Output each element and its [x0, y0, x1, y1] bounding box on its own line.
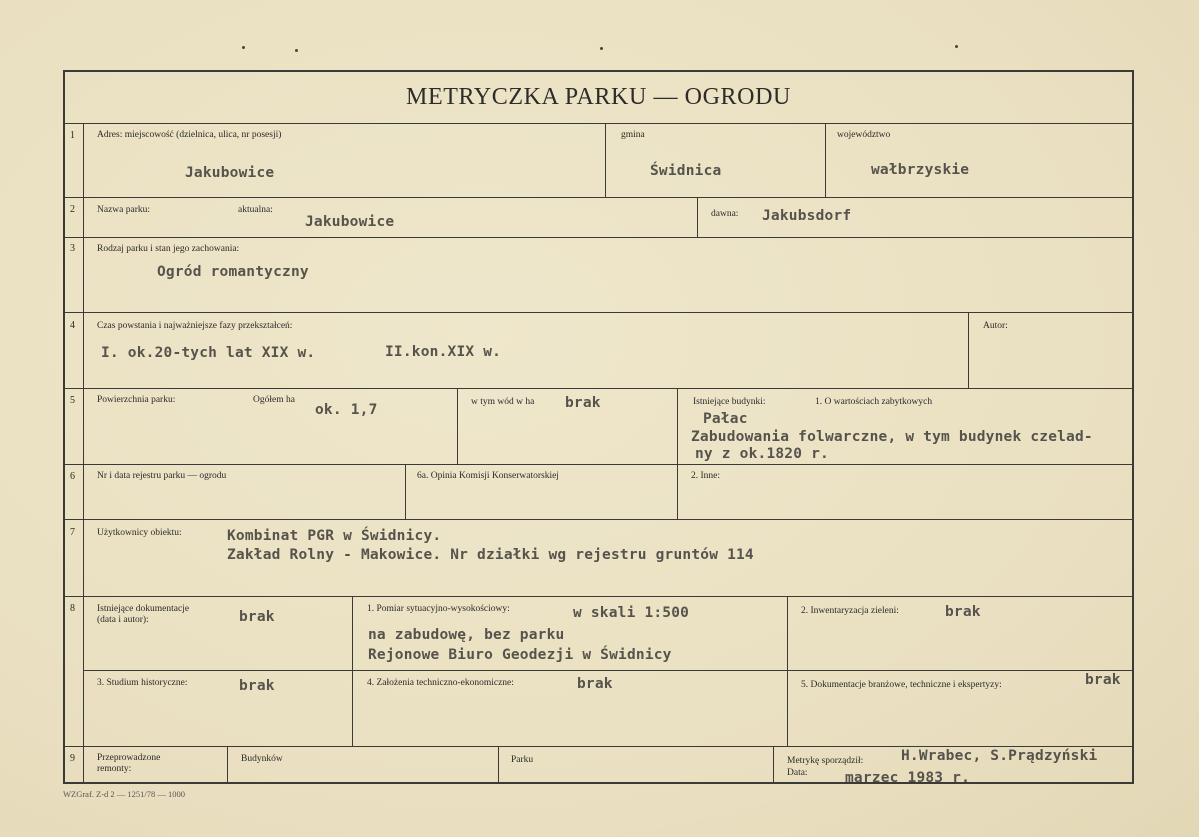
address-value: Jakubowice [185, 165, 275, 181]
cell-divider [457, 388, 458, 464]
row-number: 5 [70, 395, 75, 406]
park-record-form [63, 70, 1134, 784]
row-divider [65, 123, 1132, 124]
voivodeship-label: województwo [837, 130, 891, 140]
cell-divider [968, 312, 969, 388]
branch-docs-value: brak [1085, 672, 1121, 688]
prepared-by-value: H.Wrabec, S.Prądzyński [901, 748, 1098, 764]
cell-divider [697, 197, 698, 237]
other-buildings-label: 2. Inne: [691, 471, 721, 481]
buildings-label: Istniejące budynki: [693, 397, 766, 407]
row-number: 6 [70, 471, 75, 482]
tech-econ-value: brak [577, 676, 613, 692]
total-area-label: Ogółem ha [253, 395, 295, 405]
documentation-label: Istniejące dokumentacje [97, 604, 190, 614]
survey-line-3: Rejonowe Biuro Geodezji w Świdnicy [368, 647, 672, 663]
survey-line-2: na zabudowę, bez parku [368, 627, 565, 643]
cell-divider [227, 746, 228, 782]
cell-divider [605, 123, 606, 197]
row-divider [65, 237, 1132, 238]
building-item: ny z ok.1820 r. [695, 446, 829, 462]
survey-scale: w skali 1:500 [573, 605, 690, 621]
building-item: Pałac [703, 411, 748, 427]
users-label: Użytkownicy obiektu: [97, 528, 182, 538]
users-line-1: Kombinat PGR w Świdnicy. [227, 528, 442, 544]
origin-time-label: Czas powstania i najważniejsze fazy przekształceń: [97, 321, 293, 331]
repairs-label-sub: remonty: [97, 764, 132, 774]
park-type-value: Ogród romantyczny [157, 264, 309, 280]
row-divider [65, 464, 1132, 465]
row-number: 7 [70, 527, 75, 538]
row-divider [83, 670, 1132, 671]
building-item: Zabudowania folwarczne, w tym budynek czelad- [691, 429, 1093, 445]
former-name-label: dawna: [711, 209, 739, 219]
water-area-label: w tym wód w ha [471, 397, 535, 407]
cell-divider [352, 596, 353, 746]
row-number: 2 [70, 204, 75, 215]
cell-divider [773, 746, 774, 782]
printer-footer: WZGraf. Z-d 2 — 1251/78 — 1000 [63, 789, 186, 799]
speck [955, 45, 958, 48]
row-number: 9 [70, 753, 75, 764]
documentation-value: brak [239, 609, 275, 625]
historic-value-label: 1. O wartościach zabytkowych [815, 397, 933, 407]
row-divider [65, 197, 1132, 198]
cell-divider [405, 464, 406, 519]
row-divider [65, 596, 1132, 597]
row-divider [65, 746, 1132, 747]
row-divider [65, 388, 1132, 389]
repairs-label: Przeprowadzone [97, 753, 161, 763]
cell-divider [677, 388, 678, 519]
area-label: Powierzchnia parku: [97, 395, 176, 405]
address-label: Adres: miejscowość (dzielnica, ulica, nr posesji) [97, 130, 282, 140]
gmina-value: Świdnica [650, 163, 722, 179]
cell-divider [825, 123, 826, 197]
users-line-2: Zakład Rolny - Makowice. Nr działki wg rejestru gruntów 114 [227, 547, 754, 563]
cell-divider [498, 746, 499, 782]
survey-label: 1. Pomiar sytuacyjno-wysokościowy: [367, 604, 510, 614]
row-divider [65, 519, 1132, 520]
greenery-inventory-value: brak [945, 604, 981, 620]
park-type-label: Rodzaj parku i stan jego zachowania: [97, 244, 240, 254]
author-label: Autor: [983, 321, 1008, 331]
documentation-label-sub: (data i autor): [97, 615, 149, 625]
water-area-value: brak [565, 395, 601, 411]
speck [295, 49, 298, 52]
cell-divider [787, 596, 788, 746]
number-column-divider [83, 123, 84, 782]
prepared-by-label: Metrykę sporządził: [787, 756, 864, 766]
row-number: 3 [70, 243, 75, 254]
register-label: Nr i data rejestru parku — ogrodu [97, 471, 227, 481]
origin-phase-2: II.kon.XIX w. [385, 344, 502, 360]
repairs-buildings-label: Budynków [241, 754, 283, 764]
speck [600, 47, 603, 50]
former-name-value: Jakubsdorf [762, 208, 852, 224]
date-label: Data: [787, 768, 808, 778]
current-name-label: aktualna: [238, 205, 273, 215]
gmina-label: gmina [621, 130, 645, 140]
historical-study-label: 3. Studium historyczne: [97, 678, 188, 688]
date-value: marzec 1983 r. [845, 770, 971, 786]
historical-study-value: brak [239, 678, 275, 694]
speck [242, 46, 245, 49]
row-number: 1 [70, 130, 75, 141]
row-divider [65, 312, 1132, 313]
current-name-value: Jakubowice [305, 214, 395, 230]
form-title: METRYCZKA PARKU — OGRODU [406, 84, 791, 110]
repairs-park-label: Parku [511, 755, 534, 765]
tech-econ-label: 4. Założenia techniczno-ekonomiczne: [367, 678, 514, 688]
total-area-value: ok. 1,7 [315, 402, 378, 418]
park-name-label: Nazwa parku: [97, 205, 151, 215]
greenery-inventory-label: 2. Inwentaryzacja zieleni: [801, 606, 899, 616]
row-number: 8 [70, 603, 75, 614]
row-number: 4 [70, 320, 75, 331]
branch-docs-label: 5. Dokumentacje branżowe, techniczne i ekspertyzy: [801, 680, 1002, 690]
voivodeship-value: wałbrzyskie [871, 162, 970, 178]
commission-opinion-label: 6a. Opinia Komisji Konserwatorskiej [417, 471, 559, 481]
origin-phase-1: I. ok.20-tych lat XIX w. [101, 345, 316, 361]
